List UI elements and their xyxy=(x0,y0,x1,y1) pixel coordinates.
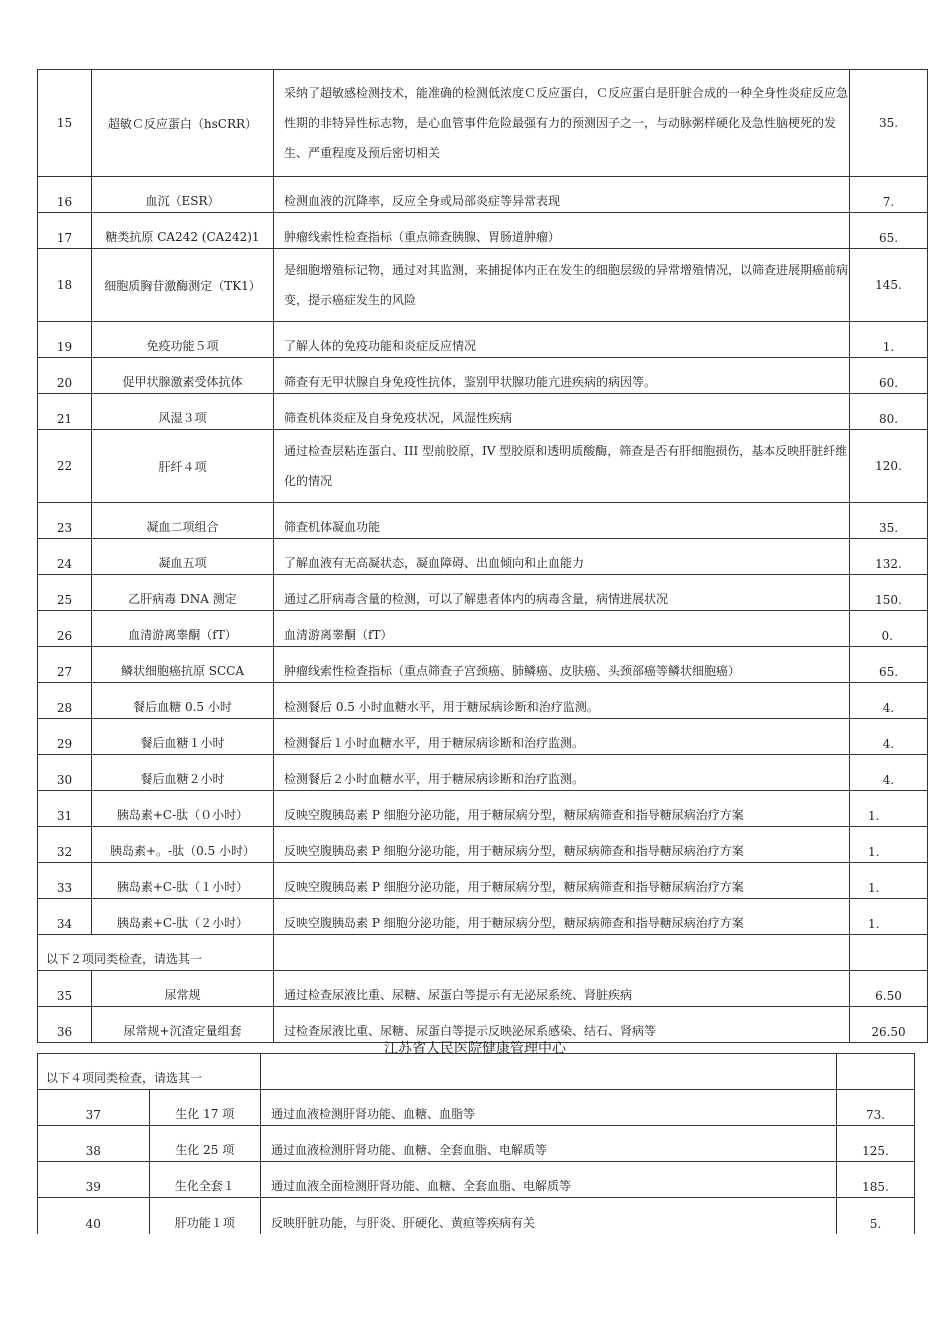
item-name: 超敏Ｃ反应蛋白（hsCRR） xyxy=(92,70,274,177)
row-number: 37 xyxy=(38,1090,150,1126)
item-description: 了解血液有无高凝状态，凝血障碍、出血倾向和止血能力 xyxy=(274,539,850,575)
row-number: 28 xyxy=(38,683,92,719)
row-number: 39 xyxy=(38,1162,150,1198)
item-price: 4. xyxy=(850,719,928,755)
page-title: 江苏省人民医院健康管理中心 xyxy=(384,1041,566,1057)
item-name: 胰岛素+。-肽（0.5 小时） xyxy=(92,827,274,863)
item-description: 肿瘤线索性检查指标（重点筛查胰腺、胃肠道肿瘤） xyxy=(274,213,850,249)
row-number: 29 xyxy=(38,719,92,755)
row-number: 36 xyxy=(38,1007,92,1043)
item-description: 反映空腹胰岛素 P 细胞分泌功能，用于糖尿病分型，糖尿病筛查和指导糖尿病治疗方案 xyxy=(274,863,850,899)
item-price: 60. xyxy=(850,358,928,394)
row-number: 24 xyxy=(38,539,92,575)
item-name: 胰岛素+C-肽（２小时） xyxy=(92,899,274,935)
item-price: 1. xyxy=(850,322,928,358)
item-name: 餐后血糖２小时 xyxy=(92,755,274,791)
item-price: 1. xyxy=(850,863,928,899)
row-number: 34 xyxy=(38,899,92,935)
item-price: 1. xyxy=(850,791,928,827)
item-name: 糖类抗原 CA242 (CA242)1 xyxy=(92,213,274,249)
item-price: 120. xyxy=(850,430,928,503)
item-description: 通过乙肝病毒含量的检测，可以了解患者体内的病毒含量，病情进展状况 xyxy=(274,575,850,611)
item-name: 乙肝病毒 DNA 测定 xyxy=(92,575,274,611)
item-price: 1. xyxy=(850,827,928,863)
table-row xyxy=(38,1126,915,1162)
item-price: 150. xyxy=(850,575,928,611)
item-description: 筛查有无甲状腺自身免疫性抗体，鉴别甲状腺功能亢进疾病的病因等。 xyxy=(274,358,850,394)
item-name: 肝纤４项 xyxy=(92,430,274,503)
item-description xyxy=(274,430,850,503)
row-number: 32 xyxy=(38,827,92,863)
table-row xyxy=(38,1162,915,1198)
row-number: 15 xyxy=(38,70,92,177)
item-description: 筛查机体炎症及自身免疫状况，风湿性疾病 xyxy=(274,394,850,430)
item-description: 了解人体的免疫功能和炎症反应情况 xyxy=(274,322,850,358)
item-name: 血沉（ESR） xyxy=(92,177,274,213)
item-price: 35. xyxy=(850,70,928,177)
row-number: 38 xyxy=(38,1126,150,1162)
item-name: 细胞质胸苷激酶测定（TK1） xyxy=(92,249,274,322)
table-row xyxy=(38,430,928,503)
row-number: 25 xyxy=(38,575,92,611)
item-description: 检测餐后１小时血糖水平，用于糖尿病诊断和治疗监测。 xyxy=(274,719,850,755)
row-number: 26 xyxy=(38,611,92,647)
table-row xyxy=(38,683,928,719)
item-price: 6.50 xyxy=(850,971,928,1007)
item-description: 反映空腹胰岛素 P 细胞分泌功能，用于糖尿病分型，糖尿病筛查和指导糖尿病治疗方案 xyxy=(274,791,850,827)
row-number: 31 xyxy=(38,791,92,827)
table-row xyxy=(38,322,928,358)
item-description: 肿瘤线索性检查指标（重点筛查子宫颈癌、肺鳞癌、皮肤癌、头颈部癌等鳞状细胞癌） xyxy=(274,647,850,683)
item-description: 反映空腹胰岛素 P 细胞分泌功能，用于糖尿病分型，糖尿病筛查和指导糖尿病治疗方案 xyxy=(274,899,850,935)
table-row xyxy=(38,249,928,322)
item-price: 65. xyxy=(850,213,928,249)
item-price: 145. xyxy=(850,249,928,322)
item-description: 通过血液全面检测肝肾功能、血糖、全套血脂、电解质等 xyxy=(261,1162,837,1198)
group-note: 以下４项同类检查，请选其一 xyxy=(38,1054,261,1090)
item-name: 生化全套１ xyxy=(149,1162,261,1198)
item-description: 通过检查尿液比重、尿糖、尿蛋白等提示有无泌尿系统、肾脏疾病 xyxy=(274,971,850,1007)
row-number: 40 xyxy=(38,1198,150,1234)
item-price: 26.50 xyxy=(850,1007,928,1043)
row-number: 30 xyxy=(38,755,92,791)
item-name: 鳞状细胞癌抗原 SCCA xyxy=(92,647,274,683)
item-description: 血清游离睾酮（fT） xyxy=(274,611,850,647)
empty-cell xyxy=(837,1054,915,1090)
item-price: 1. xyxy=(850,899,928,935)
item-name: 凝血五项 xyxy=(92,539,274,575)
table-row xyxy=(38,971,928,1007)
table-row xyxy=(38,863,928,899)
item-price: 7. xyxy=(850,177,928,213)
item-name: 风湿３项 xyxy=(92,394,274,430)
table-row xyxy=(38,791,928,827)
item-name: 生化 25 项 xyxy=(149,1126,261,1162)
table-row xyxy=(38,611,928,647)
group-note: 以下２项同类检查，请选其一 xyxy=(38,935,274,971)
item-price: 4. xyxy=(850,683,928,719)
item-description: 检测餐后２小时血糖水平，用于糖尿病诊断和治疗监测。 xyxy=(274,755,850,791)
empty-cell xyxy=(850,935,928,971)
item-name: 尿常规 xyxy=(92,971,274,1007)
row-number: 16 xyxy=(38,177,92,213)
item-name: 餐后血糖 0.5 小时 xyxy=(92,683,274,719)
row-number: 18 xyxy=(38,249,92,322)
item-description: 筛查机体凝血功能 xyxy=(274,503,850,539)
item-description: 通过血液检测肝肾功能、血糖、血脂等 xyxy=(261,1090,837,1126)
item-description: 反映肝脏功能，与肝炎、肝硬化、黄疸等疾病有关 xyxy=(261,1198,837,1234)
table-row xyxy=(38,1198,915,1234)
table-row xyxy=(38,827,928,863)
empty-cell xyxy=(261,1054,837,1090)
table-row xyxy=(38,647,928,683)
item-description xyxy=(274,249,850,322)
item-description: 反映空腹胰岛素 P 细胞分泌功能，用于糖尿病分型，糖尿病筛查和指导糖尿病治疗方案 xyxy=(274,827,850,863)
table-row xyxy=(38,394,928,430)
group-note-row xyxy=(38,935,928,971)
item-price: 185. xyxy=(837,1162,915,1198)
table-row xyxy=(38,539,928,575)
item-name: 餐后血糖１小时 xyxy=(92,719,274,755)
item-description xyxy=(274,70,850,177)
item-price: 132. xyxy=(850,539,928,575)
item-description: 检测血液的沉降率，反应全身或局部炎症等异常表现 xyxy=(274,177,850,213)
table-row xyxy=(38,755,928,791)
row-number: 22 xyxy=(38,430,92,503)
row-number: 20 xyxy=(38,358,92,394)
item-description-text: 是细胞增殖标记物，通过对其监测，来捕捉体内正在发生的细胞层级的异常增殖情况，以筛查进展期癌前病变，提示癌症发生的风险 xyxy=(284,263,849,307)
table-row xyxy=(38,1090,915,1126)
item-price: 73. xyxy=(837,1090,915,1126)
item-price: 80. xyxy=(850,394,928,430)
table-row xyxy=(38,70,928,177)
table-row xyxy=(38,177,928,213)
item-name: 胰岛素+C-肽（１小时） xyxy=(92,863,274,899)
item-name: 胰岛素+C-肽（０小时） xyxy=(92,791,274,827)
item-price: 35. xyxy=(850,503,928,539)
item-name: 免疫功能５项 xyxy=(92,322,274,358)
row-number: 23 xyxy=(38,503,92,539)
item-description: 过检查尿液比重、尿糖、尿蛋白等提示反映泌尿系感染、结石、肾病等 xyxy=(274,1007,850,1043)
table-row xyxy=(38,358,928,394)
item-price: 125. xyxy=(837,1126,915,1162)
table-row xyxy=(38,213,928,249)
table-row xyxy=(38,719,928,755)
item-price: 4. xyxy=(850,755,928,791)
row-number: 17 xyxy=(38,213,92,249)
item-name: 凝血二项组合 xyxy=(92,503,274,539)
table-row xyxy=(38,899,928,935)
item-name: 尿常规+沉渣定量组套 xyxy=(92,1007,274,1043)
exam-table-lower xyxy=(37,1053,915,1234)
item-price: 65. xyxy=(850,647,928,683)
item-name: 生化 17 项 xyxy=(149,1090,261,1126)
item-name: 肝功能１项 xyxy=(149,1198,261,1234)
row-number: 27 xyxy=(38,647,92,683)
row-number: 33 xyxy=(38,863,92,899)
item-name: 血清游离睾酮（fT） xyxy=(92,611,274,647)
exam-table-upper xyxy=(37,69,928,1043)
item-price: 0. xyxy=(850,611,928,647)
group-note-row xyxy=(38,1054,915,1090)
row-number: 19 xyxy=(38,322,92,358)
item-description: 通过血液检测肝肾功能、血糖、全套血脂、电解质等 xyxy=(261,1126,837,1162)
item-description-text: 采纳了超敏感检测技术，能准确的检测低浓度Ｃ反应蛋白，Ｃ反应蛋白是肝脏合成的一种全身性炎症反应急性期的非特异性标志物，是心血管事件危险最强有力的预测因子之一，与动脉粥样硬化及急性脑梗死的发生、严重程度及预后密切相关 xyxy=(284,86,849,160)
item-price: 5. xyxy=(837,1198,915,1234)
item-name: 促甲状腺激素受体抗体 xyxy=(92,358,274,394)
empty-cell xyxy=(274,935,850,971)
item-description-text: 通过检查层粘连蛋白、III 型前胶原，IV 型胶原和透明质酸酶，筛查是否有肝细胞损伤，基本反映肝脏纤维化的情况 xyxy=(284,444,848,488)
row-number: 35 xyxy=(38,971,92,1007)
row-number: 21 xyxy=(38,394,92,430)
table-row xyxy=(38,503,928,539)
item-description: 检测餐后 0.5 小时血糖水平，用于糖尿病诊断和治疗监测。 xyxy=(274,683,850,719)
table-row xyxy=(38,575,928,611)
